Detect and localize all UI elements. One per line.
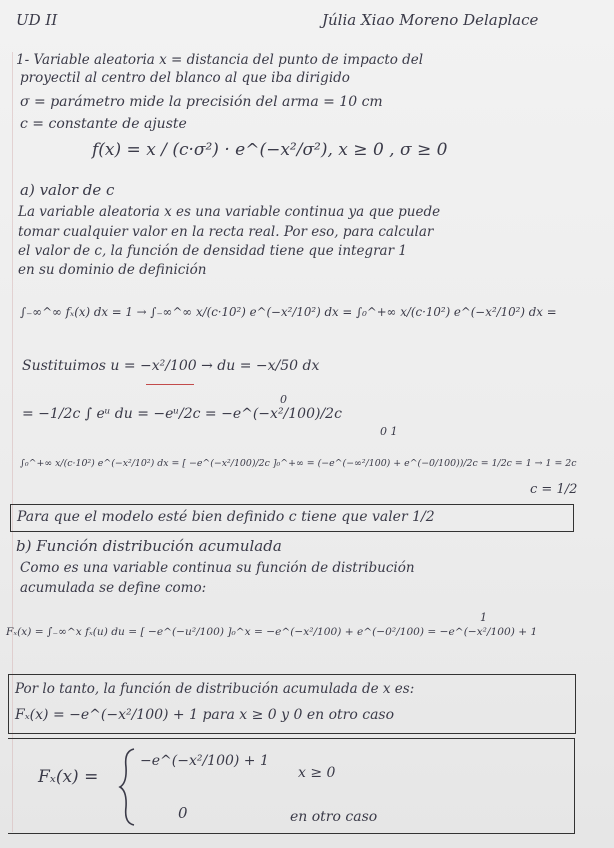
cdf-equation-mark: 1: [480, 611, 487, 624]
part-b-conclusion-line2: Fₓ(x) = −e^(−x²/100) + 1 para x ≥ 0 y 0 en otro caso: [15, 707, 395, 723]
sigma-definition: σ = parámetro mide la precisión del arma = 10 cm: [20, 94, 383, 110]
integral-equation-2: = −1/2c ∫ eᵘ du = −eᵘ/2c = −e^(−x²/100)/2c: [22, 406, 342, 422]
piecewise-box: [8, 738, 575, 834]
integral-equation-1: ∫₋∞^∞ fₓ(x) dx = 1 → ∫₋∞^∞ x/(c·10²) e^(−x²/10²) dx = ∫₀^+∞ x/(c·10²) e^(−x²/10²) dx =: [20, 305, 557, 319]
part-b-title: b) Función distribución acumulada: [16, 537, 282, 555]
part-a-paragraph-line1: La variable aleatoria x es una variable continua ya que puede: [18, 204, 441, 220]
density-formula: f(x) = x / (c·σ²) · e^(−x²/σ²), x ≥ 0 , σ ≥ 0: [92, 140, 448, 160]
cdf-equation: Fₓ(x) = ∫₋∞^x fₓ(u) du = [ −e^(−u²/100) ]₀^x = −e^(−x²/100) + e^(−0²/100) = −e^(−x²/100) + 1: [6, 626, 538, 638]
eq2-upper-mark: 0: [280, 393, 287, 406]
piecewise-brace: [118, 747, 138, 827]
part-a-paragraph-line4: en su dominio de definición: [18, 262, 207, 278]
piecewise-case2-condition: en otro caso: [290, 809, 378, 825]
substitution-line: Sustituimos u = −x²/100 → du = −x/50 dx: [22, 358, 320, 374]
part-a-paragraph-line2: tomar cualquier valor en la recta real. Por eso, para calcular: [18, 224, 434, 240]
substitution-underline: [146, 384, 194, 385]
c-definition: c = constante de ajuste: [20, 116, 187, 132]
piecewise-lhs: Fₓ(x) =: [38, 767, 99, 787]
part-b-conclusion-box: [8, 674, 576, 734]
unit-label: UD II: [16, 11, 58, 29]
part-a-title: a) valor de c: [20, 181, 115, 199]
problem-statement-line2: proyectil al centro del blanco al que iba dirigido: [20, 70, 350, 86]
piecewise-case1: −e^(−x²/100) + 1: [140, 753, 269, 769]
problem-statement-line1: 1- Variable aleatoria x = distancia del punto de impacto del: [16, 52, 424, 68]
c-result: c = 1/2: [530, 482, 578, 497]
eq3-upper-marks: 0 1: [380, 425, 398, 438]
part-b-paragraph-line1: Como es una variable continua su función de distribución: [20, 560, 415, 576]
author-name: Júlia Xiao Moreno Delaplace: [322, 11, 539, 29]
piecewise-case1-condition: x ≥ 0: [298, 765, 336, 781]
part-a-conclusion: Para que el modelo esté bien definido c tiene que valer 1/2: [17, 509, 435, 525]
part-a-conclusion-box: [10, 504, 574, 532]
part-b-paragraph-line2: acumulada se define como:: [20, 580, 207, 596]
integral-equation-3: ∫₀^+∞ x/(c·10²) e^(−x²/10²) dx = [ −e^(−x²/100)/2c ]₀^+∞ = (−e^(−∞²/100) + e^(−0/100))/2c = 1/2c = 1 → 1 = 2c: [20, 458, 577, 469]
part-a-paragraph-line3: el valor de c, la función de densidad tiene que integrar 1: [18, 243, 407, 259]
piecewise-case2: 0: [178, 804, 188, 822]
part-b-conclusion-line1: Por lo tanto, la función de distribución acumulada de x es:: [15, 681, 415, 697]
